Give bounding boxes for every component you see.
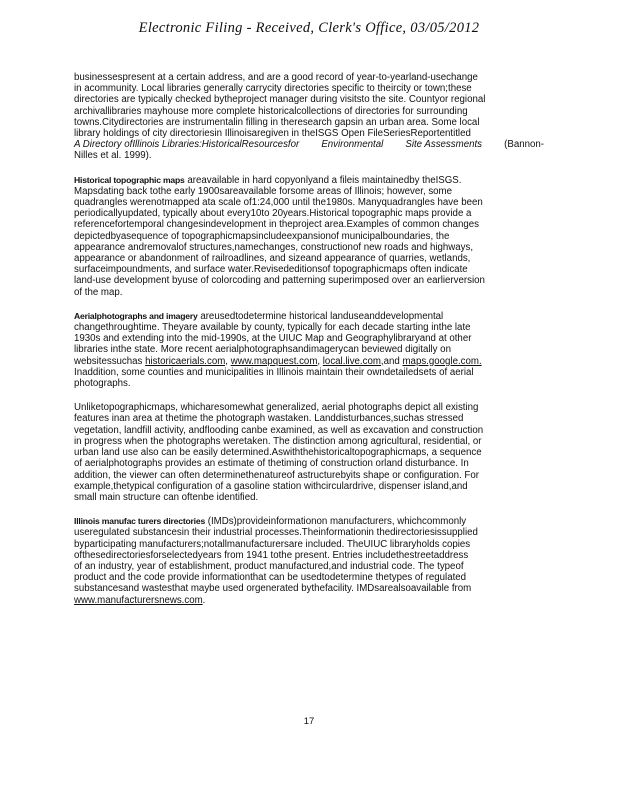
- text-fragment: areavailable in hard copyonlyand a fileis maintainedby theISGS.: [184, 174, 462, 186]
- link-local-live[interactable]: local.live.com,: [322, 355, 384, 367]
- text-line: vegetation, landfill activity, andflooding canbe examined, as well as excavation and construction: [74, 424, 484, 436]
- text-line: useregulated substancesin their industrial processes.Theinformationin thedirectoriesissupplied: [74, 527, 478, 539]
- text-line: library holdings of city directoriesin Illinoisaregiven in theISGS Open FileSeriesReportentitled: [74, 128, 471, 140]
- page-number: 17: [303, 716, 315, 727]
- filing-header: Electronic Filing - Received, Clerk's Office, 03/05/2012: [138, 20, 480, 36]
- text-line-link: [74, 595, 544, 606]
- section-heading: Aerialphotographs and imagery: [74, 310, 198, 321]
- text-line: referencefortemporal changesindevelopment in theproject area.Examples of common changes: [74, 219, 479, 231]
- text-line: appearance andremovalof structures,namechanges, constructionof new roads and highways,: [74, 241, 474, 253]
- text-line: land-use development byuse of colorcoding and patterning superimposed over an earlierversion: [74, 275, 485, 287]
- text-line: directories are typically checked bytheproject manager during visitsto the site. Countyor regional: [74, 94, 486, 106]
- paragraph-topographic-maps: [74, 175, 544, 298]
- text-line: in acommunity. Local libraries generally carrycity directories specific to theircity or town;these: [74, 83, 472, 95]
- text-line: surfaceimpoundments, and surface water.Revisededitionsof topographicmaps often indicate: [74, 264, 468, 276]
- text-line: of an industry, year of establishment, product manufactured,and industrial code. The typeof: [74, 560, 464, 572]
- reference-title-part: Environmental: [321, 139, 384, 151]
- text-line: of aerialphotographs provides an estimate of thetiming of construction orland disturbance. In: [74, 458, 469, 470]
- text-line: of the map.: [74, 286, 123, 298]
- text-line: in progress when the photographs weretaken. The distinction among agricultural, residential, or: [74, 435, 482, 447]
- text-line: product and the code provide informationthat can be usedtodetermine thetypes of regulated: [74, 572, 467, 584]
- paragraph-aerial-comparison: [74, 402, 544, 503]
- text-fragment: areusedtodetermine historical landuseanddevelopmental: [197, 310, 444, 322]
- text-line: changethroughtime. Theyare available by county, typically for each decade starting inthe late: [74, 322, 471, 334]
- reference-title-part: Site Assessments: [405, 139, 483, 151]
- section-heading: Illinois manufac turers directories: [74, 516, 206, 527]
- text-fragment: and: [383, 355, 403, 367]
- text-line: businessespresent at a certain address, and are a good record of year-to-yearland-usechange: [74, 72, 478, 83]
- paragraph-city-directories: [74, 72, 544, 162]
- paragraph-manufacturers-directories: [74, 516, 544, 606]
- text-line: example,thetypical configuration of a gasoline station withcirculardrive, dispenser island,and: [74, 480, 468, 492]
- reference-title: A Directory ofIllinois Libraries:HistoricalResourcesfor: [74, 139, 300, 151]
- text-line: archivallibraries mayhouse more complete historicalcollections of directories for surrounding: [74, 105, 468, 117]
- text-line: periodicallyupdated, typically about every10to 20years.Historical topographic maps provide a: [74, 208, 472, 220]
- text-line: appearance or abandonment of railroadlines, and sizeand appearance of quarries, wetlands,: [74, 253, 471, 265]
- text-line: [74, 311, 544, 322]
- text-line: small main structure can oftenbe identified.: [74, 491, 259, 503]
- reference-citation: (Bannon-: [504, 139, 544, 151]
- text-line: photographs.: [74, 378, 131, 390]
- text-line: addition, the viewer can often determinethenatureof astructurebyits shape or configuration. For: [74, 469, 479, 481]
- text-line: 1930s and extending into the mid-1990s, at the UIUC Map and Geographylibraryand at other: [74, 333, 472, 345]
- text-line: [74, 175, 544, 186]
- text-line: libraries inthe state. More recent aerialphotographsandimagerycan beviewed digitally on: [74, 344, 451, 356]
- text-fragment: .: [202, 594, 206, 606]
- text-fragment: (IMDs)provideinformationon manufacturers, whichcommonly: [205, 516, 467, 528]
- text-line: Mapsdating back tothe early 1900sareavailable forsome areas of Illinois; however, some: [74, 185, 453, 197]
- text-line: quadrangles werenotmapped ata scale of1:24,000 until the1980s. Manyquadrangles have been: [74, 197, 483, 209]
- text-line: ofthesedirectoriesforselectedyears from 1941 tothe present. Entries includethestreetaddress: [74, 549, 469, 561]
- link-mapquest[interactable]: www.mapquest.com,: [230, 355, 321, 367]
- text-line: Unliketopographicmaps, whicharesomewhat generalized, aerial photographs depict all existing: [74, 402, 479, 414]
- text-line: urban land use also can be easily determined.Aswiththehistoricaltopographicmaps, a sequence: [74, 447, 482, 459]
- text-line-links: [74, 356, 544, 367]
- section-heading: Historical topographic maps: [74, 174, 185, 185]
- link-maps-google[interactable]: maps.google.com.: [402, 355, 482, 367]
- text-line: substancesand wastesthat maybe used orgenerated bythefacility. IMDsarealsoavailable from: [74, 583, 472, 595]
- document-body: [74, 72, 544, 619]
- text-line: Inaddition, some counties and municipalities in Illinois maintain their owndetailedsets of aerial: [74, 366, 474, 378]
- paragraph-aerial-photographs: [74, 311, 544, 389]
- link-manufacturersnews[interactable]: www.manufacturersnews.com: [74, 594, 203, 606]
- text-line: byparticipating manufacturers;notallmanufacturersare included. TheUIUC libraryholds copies: [74, 538, 471, 550]
- text-line: towns.Citydirectories are instrumentalin filling in theresearch gapsin an urban area. Some local: [74, 116, 480, 128]
- link-historicaerials[interactable]: historicaerials.com,: [145, 355, 228, 367]
- text-line: depictedbyasequence of topographicmapsincludeexpansionof municipalboundaries, the: [74, 230, 450, 242]
- text-fragment: websitessuchas: [74, 355, 146, 367]
- text-line: Nilles et al. 1999).: [74, 150, 152, 162]
- text-line: features inan area at thetime the photograph wastaken. Landdisturbances,suchas stressed: [74, 413, 464, 425]
- text-line: [74, 516, 544, 527]
- reference-line: [74, 139, 544, 150]
